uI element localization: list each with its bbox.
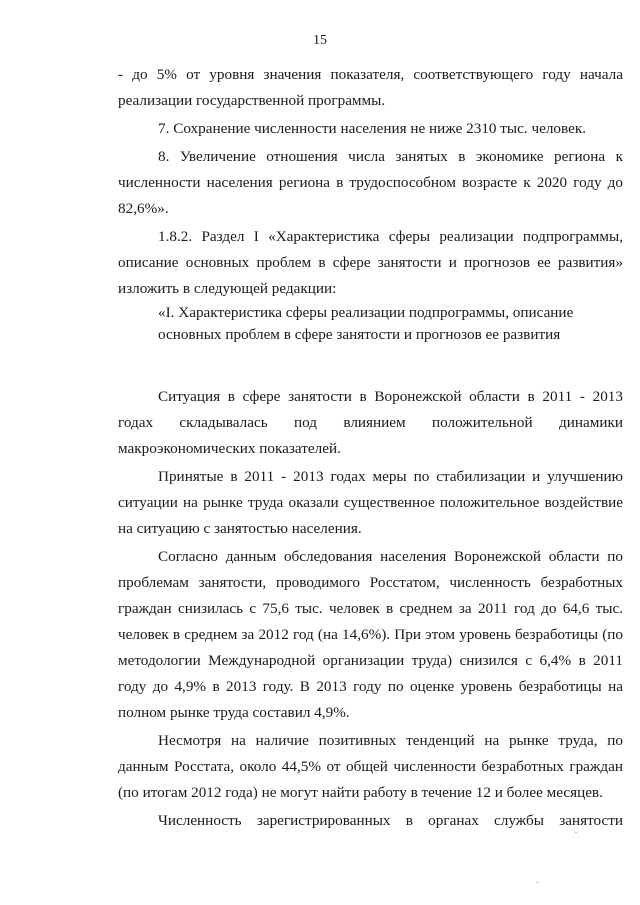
section-heading-line-1: «I. Характеристика сферы реализации подпрограммы, описание: [158, 304, 574, 321]
scan-speck: [575, 832, 577, 833]
paragraph-measures-taken: Принятые в 2011 - 2013 годах меры по стабилизации и улучшению ситуации на рынке труда оказали существенное положительное воздействие на ситуацию с занятостью населения.: [118, 468, 623, 537]
paragraph-item-8: 8. Увеличение отношения числа занятых в экономике региона к численности населения региона в трудоспособном возрасте к 2020 году до 82,6%».: [118, 148, 623, 217]
paragraph-item-7: 7. Сохранение численности населения не ниже 2310 тыс. человек.: [158, 120, 587, 137]
paragraph-section-1-8-2: 1.8.2. Раздел I «Характеристика сферы реализации подпрограммы, описание основных проблем в сфере занятости и прогнозов ее развития» изложить в следующей редакции:: [118, 228, 623, 297]
section-heading-line-2: основных проблем в сфере занятости и прогнозов ее развития: [158, 326, 561, 343]
section-heading: [118, 302, 623, 346]
paragraph-employment-situation: Ситуация в сфере занятости в Воронежской области в 2011 - 2013 годах складывалась под влиянием положительной динамики макроэкономических показателей.: [118, 388, 623, 457]
scan-speck: [536, 882, 539, 883]
paragraph-continuation: - до 5% от уровня значения показателя, соответствующего году начала реализации государственной программы.: [118, 66, 623, 109]
paragraph-rosstat-survey: Согласно данным обследования населения Воронежской области по проблемам занятости, проводимого Росстатом, численность безработных граждан снизилась с 75,6 тыс. человек в среднем за 2011 год до 64,6 тыс. человек в среднем за 2012 год (на 14,6%). При этом уровень безработицы (по методологии Международной организации труда) снизился с 6,4% в 2011 году до 4,9% в 2013 году. В 2013 году по оценке уровень безработицы на полном рынке труда составил 4,9%.: [118, 548, 623, 721]
paragraph-registered-unemployed: Численность зарегистрированных в органах службы занятости: [158, 812, 623, 829]
page-number: 15: [313, 33, 327, 48]
document-body: [118, 62, 623, 834]
paragraph-long-term-unemployment: Несмотря на наличие позитивных тенденций на рынке труда, по данным Росстата, около 44,5% от общей численности безработных граждан (по итогам 2012 года) не могут найти работу в течение 12 и более месяцев.: [118, 732, 623, 801]
